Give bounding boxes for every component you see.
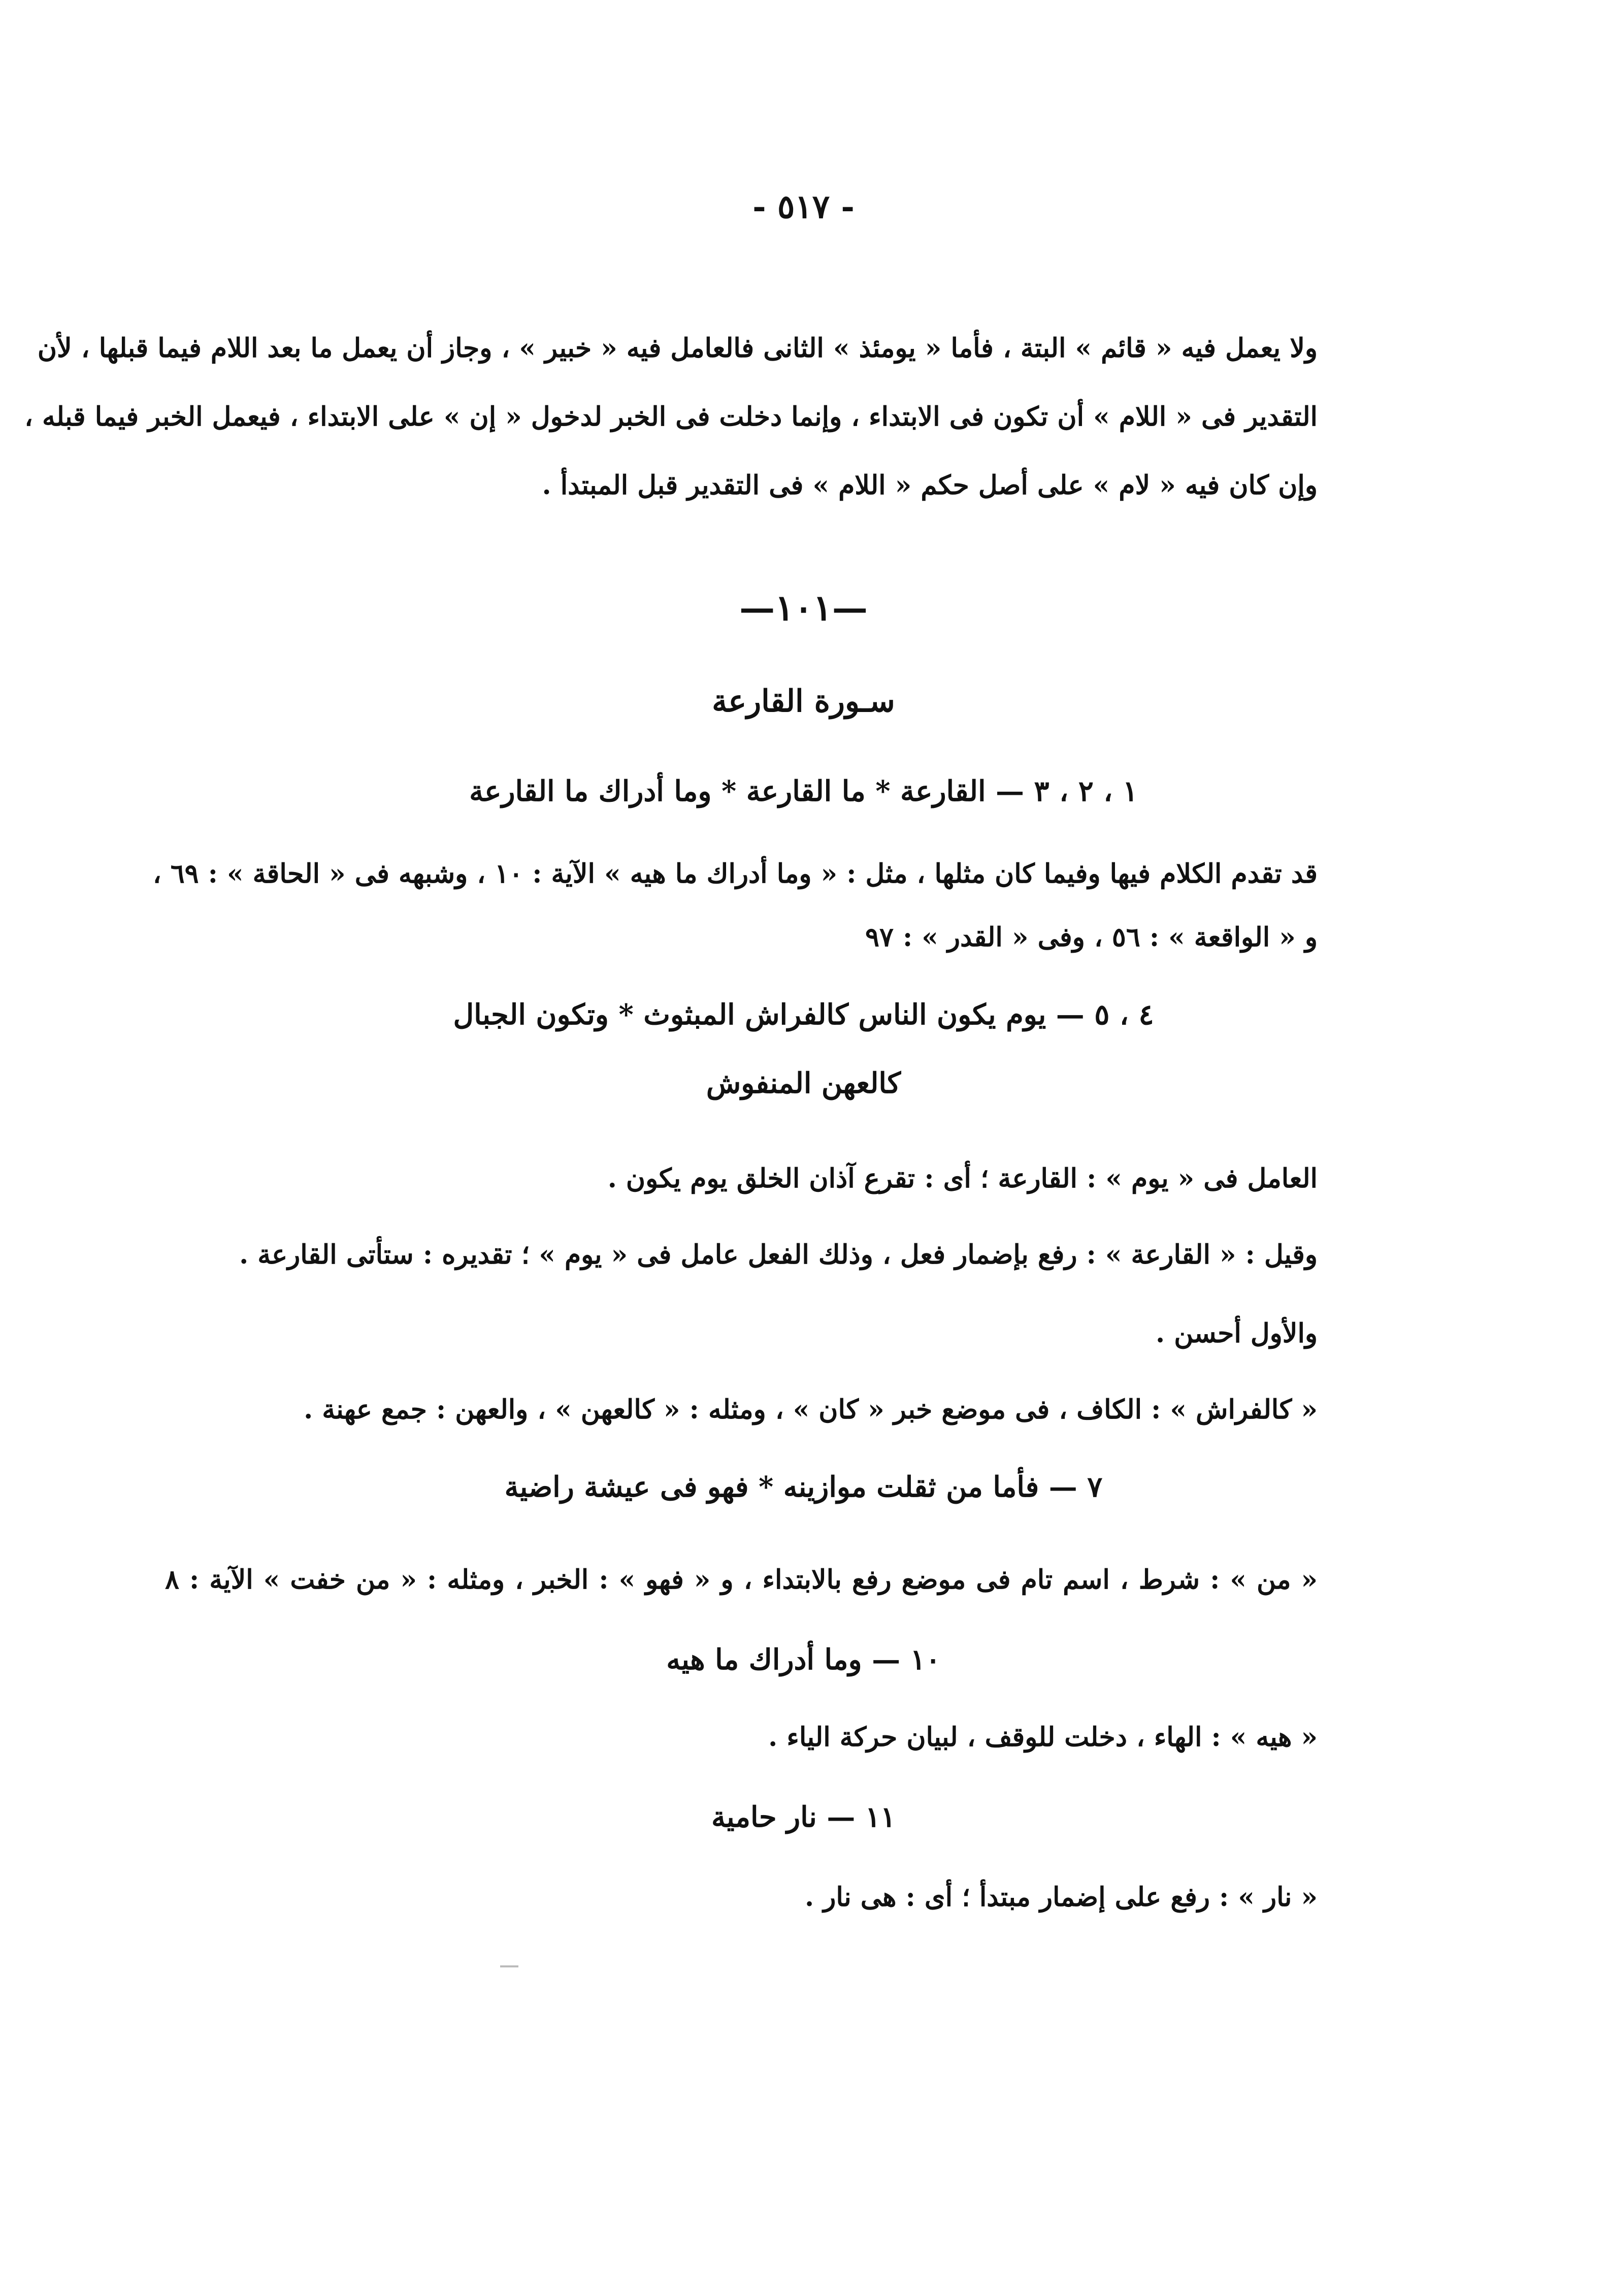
- surah-number: —١٠١—: [739, 587, 868, 629]
- commentary-6: « من » : شرط ، اسم تام فى موضع رفع بالابتداء ، و « فهو » : الخبر ، ومثله : « من خفت » الآية : ٨: [165, 1564, 1318, 1595]
- intro-line-3: وإن كان فيه « لام » على أصل حكم « اللام » فى التقدير قبل المبتدأ .: [542, 470, 1318, 501]
- verse-1-3: ١ ، ٢ ، ٣ — القارعة * ما القارعة * وما أدراك ما القارعة: [469, 774, 1138, 808]
- commentary-2: العامل فى « يوم » : القارعة ؛ أى : تقرع آذان الخلق يوم يكون .: [607, 1163, 1318, 1194]
- commentary-7: « هيه » : الهاء ، دخلت للوقف ، لبيان حركة الياء .: [768, 1722, 1318, 1753]
- surah-title: سـورة القارعة: [712, 684, 895, 719]
- intro-line-2: التقدير فى « اللام » أن تكون فى الابتداء ، وإنما دخلت فى الخبر لدخول « إن » على الابتداء ، فيعمل الخبر فيما قبله ،: [24, 401, 1318, 432]
- verse-11: ١١ — نار حامية: [711, 1800, 896, 1834]
- page-number: - ٥١٧ -: [752, 188, 855, 226]
- scan-speck: [500, 1965, 518, 1967]
- commentary-8: « نار » : رفع على إضمار مبتدأ ؛ أى : هى نار .: [805, 1882, 1318, 1913]
- commentary-3: وقيل : « القارعة » : رفع بإضمار فعل ، وذلك الفعل عامل فى « يوم » ؛ تقديره : ستأتى القارعة .: [239, 1239, 1318, 1270]
- verse-7: ٧ — فأما من ثقلت موازينه * فهو فى عيشة راضية: [504, 1470, 1103, 1504]
- commentary-1-line-2: و « الواقعة » : ٥٦ ، وفى « القدر » : ٩٧: [865, 922, 1318, 953]
- commentary-5: « كالفراش » : الكاف ، فى موضع خبر « كان » ، ومثله : « كالعهن » ، والعهن : جمع عهنة .: [304, 1394, 1318, 1425]
- commentary-1-line-1: قد تقدم الكلام فيها وفيما كان مثلها ، مثل : « وما أدراك ما هيه » الآية : ١٠ ، وشبهه فى « الحاقة » : ٦٩ ،: [152, 858, 1318, 889]
- intro-line-1: ولا يعمل فيه « قائم » البتة ، فأما « يومئذ » الثانى فالعامل فيه « خبير » ، وجاز أن يعمل ما بعد اللام فيما قبلها ، لأن: [37, 333, 1318, 364]
- verse-4-5-line-1: ٤ ، ٥ — يوم يكون الناس كالفراش المبثوث * وتكون الجبال: [453, 998, 1154, 1031]
- commentary-4: والأول أحسن .: [1156, 1318, 1318, 1349]
- verse-10: ١٠ — وما أدراك ما هيه: [666, 1643, 941, 1676]
- verse-4-5-line-2: كالعهن المنفوش: [706, 1066, 901, 1100]
